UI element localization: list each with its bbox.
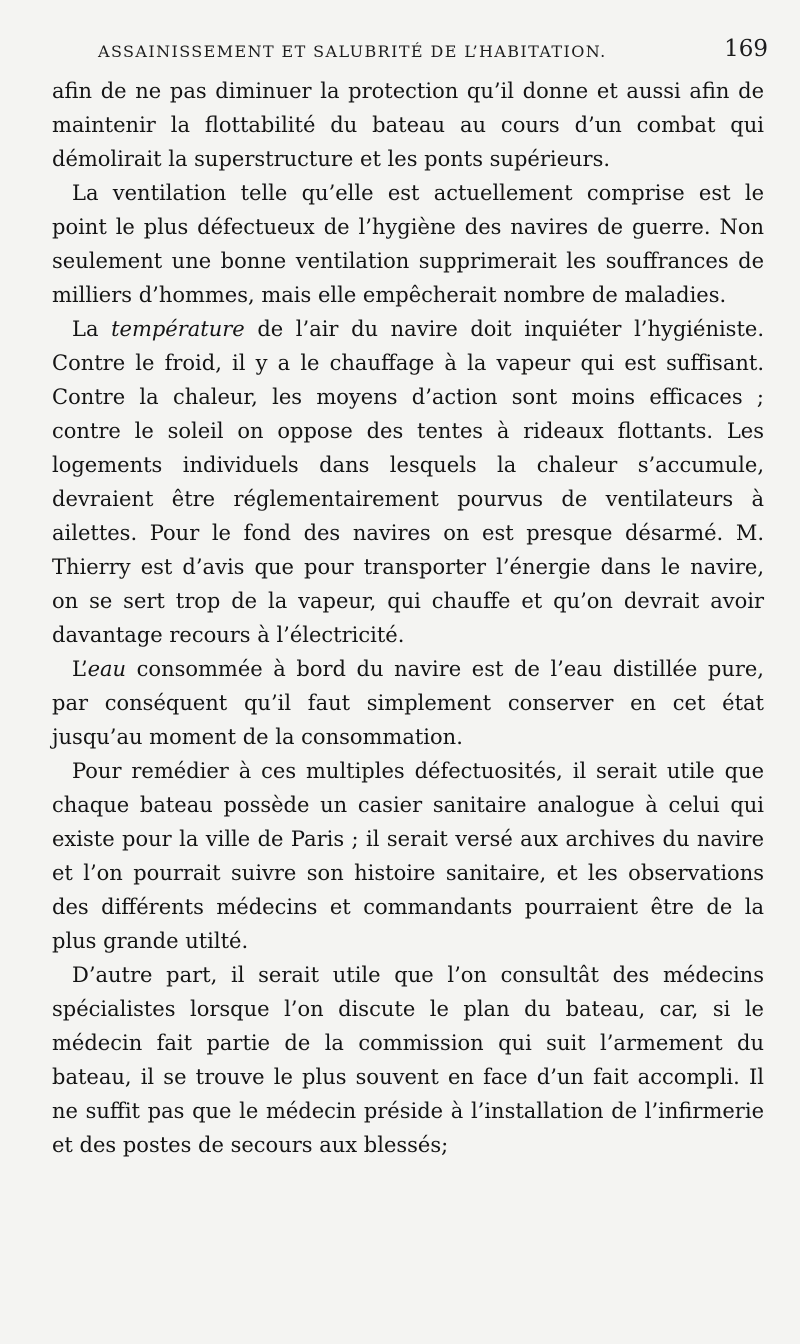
page-number: 169 xyxy=(724,36,768,62)
paragraph-6: D’autre part, il serait utile que l’on consultât des médecins spécialistes lorsque l’on discute le plan du bateau, car, si le médecin fait partie de la commission qui suit l’armement du bateau, il se trouve le plus souvent en face d’un fait accompli. Il ne suffit pas que le médecin préside à l’installation de l’infirmerie et des postes de secours aux blessés; xyxy=(52,963,764,1157)
paragraph-4: L’eau consommée à bord du navire est de l’eau distillée pure, par conséquent qu’il faut simplement conserver en cet état jusqu’au moment de la consommation. xyxy=(52,657,764,749)
running-title: ASSAINISSEMENT ET SALUBRITÉ DE L’HABITATION. xyxy=(98,42,607,61)
paragraph-5: Pour remédier à ces multiples défectuosités, il serait utile que chaque bateau possède un casier sanitaire analogue à celui qui existe pour la ville de Paris ; il serait versé aux archives du navire et l’on pourrait suivre son histoire sanitaire, et les observations des différents médecins et commandants pourraient être de la plus grande utilté. xyxy=(52,759,764,953)
paragraph-1: afin de ne pas diminuer la protection qu’il donne et aussi afin de maintenir la flottabilité du bateau au cours d’un combat qui démolirait la superstructure et les ponts supérieurs. xyxy=(52,79,764,171)
emphasis-temperature: température xyxy=(111,317,245,341)
paragraph-3: La température de l’air du navire doit inquiéter l’hygiéniste. Contre le froid, il y a le chauffage à la vapeur qui est suffisant. Contre la chaleur, les moyens d’action sont moins efficaces ; contre le soleil on oppose des tentes à rideaux flottants. Les logements individuels dans lesquels la chaleur s’accumule, devraient être réglementairement pourvus de ventilateurs à ailettes. Pour le fond des navires on est presque désarmé. M. Thierry est d’avis que pour transporter l’énergie dans le navire, on se sert trop de la vapeur, qui chauffe et qu’on devrait avoir davantage recours à l’électricité. xyxy=(52,317,765,647)
paragraph-2: La ventilation telle qu’elle est actuellement comprise est le point le plus défectueux de l’hygiène des navires de guerre. Non seulement une bonne ventilation supprimerait les souffrances de milliers d’hommes, mais elle empêcherait nombre de maladies. xyxy=(52,181,764,307)
emphasis-eau: eau xyxy=(87,657,127,681)
body-text xyxy=(52,74,764,1162)
page-header xyxy=(98,36,768,68)
